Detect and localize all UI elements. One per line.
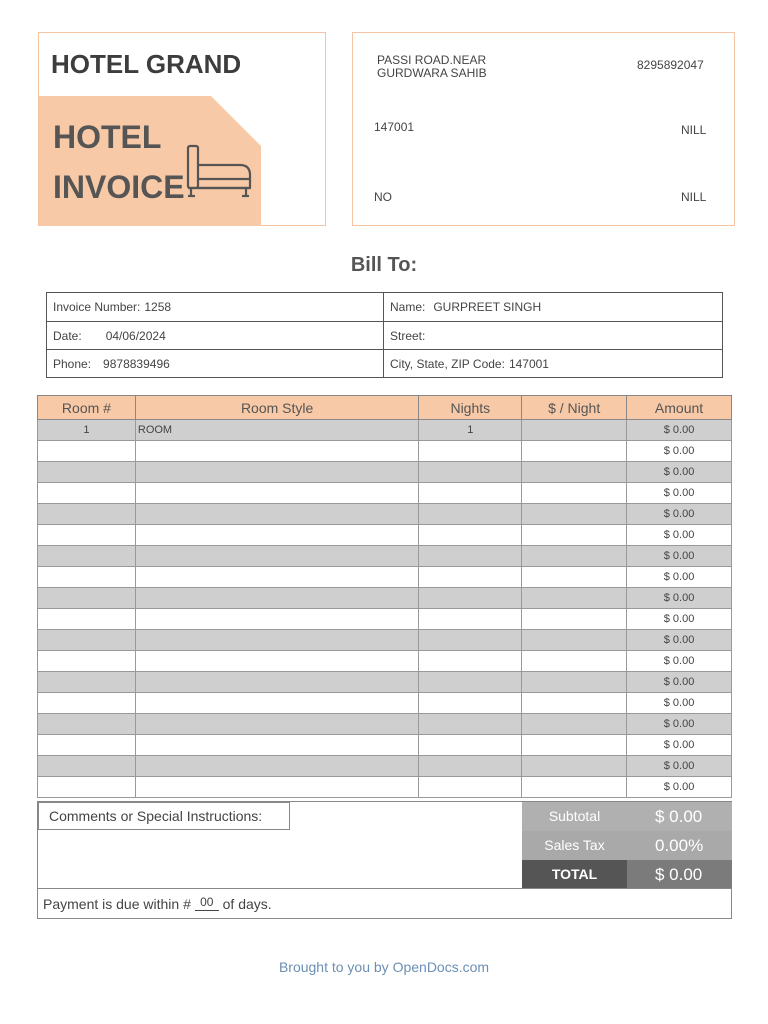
items-body (38, 420, 732, 798)
room-style-cell[interactable] (135, 714, 419, 735)
nights-cell[interactable] (419, 441, 522, 462)
room-style-cell[interactable] (135, 546, 419, 567)
customer-name-label: Name: (390, 300, 426, 314)
table-row (38, 672, 732, 693)
table-row (38, 609, 732, 630)
amount-cell[interactable]: $ 0.00 (627, 693, 732, 714)
amount-cell[interactable]: $ 0.00 (627, 777, 732, 798)
rate-cell[interactable] (522, 756, 627, 777)
comments-label: Comments or Special Instructions: (38, 802, 290, 830)
rate-cell[interactable] (522, 504, 627, 525)
room-number-cell[interactable] (38, 735, 136, 756)
hotel-field-1: NILL (681, 123, 707, 137)
footer-credit-link[interactable]: Brought to you by OpenDocs.com (278, 959, 490, 975)
rate-cell[interactable] (522, 609, 627, 630)
nights-cell[interactable] (419, 777, 522, 798)
room-number-cell[interactable] (38, 525, 136, 546)
city-state-zip-value: 147001 (508, 357, 549, 371)
room-number-cell[interactable] (38, 651, 136, 672)
payment-days-field[interactable]: 00 (195, 894, 219, 911)
room-style-cell[interactable] (135, 672, 419, 693)
room-number-cell[interactable] (38, 693, 136, 714)
nights-cell[interactable] (419, 525, 522, 546)
room-number-cell[interactable] (38, 441, 136, 462)
table-row (38, 777, 732, 798)
hotel-field-2: NO (374, 190, 392, 204)
room-number-cell[interactable] (38, 714, 136, 735)
amount-cell[interactable]: $ 0.00 (627, 735, 732, 756)
subtotal-label: Subtotal (522, 802, 627, 831)
payment-suffix: of days. (222, 896, 272, 912)
hotel-field-3: NILL (681, 190, 707, 204)
table-row (38, 462, 732, 483)
rate-cell[interactable] (522, 420, 627, 441)
table-row (38, 546, 732, 567)
total-label: TOTAL (522, 860, 627, 889)
room-style-cell[interactable] (135, 483, 419, 504)
invoice-number-label: Invoice Number: (53, 300, 141, 314)
phone-label: Phone: (53, 357, 92, 371)
phone-value: 9878839496 (103, 357, 170, 371)
rate-cell[interactable] (522, 483, 627, 504)
table-row (38, 756, 732, 777)
room-number-cell[interactable] (38, 756, 136, 777)
amount-cell[interactable]: $ 0.00 (627, 567, 732, 588)
table-row (38, 588, 732, 609)
rate-cell[interactable] (522, 525, 627, 546)
room-number-cell[interactable] (38, 567, 136, 588)
bill-to-grid (46, 292, 723, 378)
nights-cell[interactable] (419, 630, 522, 651)
rate-cell[interactable] (522, 735, 627, 756)
room-number-cell[interactable] (38, 504, 136, 525)
amount-cell[interactable]: $ 0.00 (627, 630, 732, 651)
rate-cell[interactable] (522, 651, 627, 672)
hotel-address-card (352, 32, 735, 226)
amount-cell[interactable]: $ 0.00 (627, 651, 732, 672)
rate-cell[interactable] (522, 693, 627, 714)
sales-tax-value[interactable]: 0.00% (627, 831, 732, 860)
room-number-cell[interactable] (38, 609, 136, 630)
date-field[interactable] (47, 322, 384, 350)
nights-cell[interactable] (419, 714, 522, 735)
nights-cell[interactable] (419, 483, 522, 504)
customer-name-value: GURPREET SINGH (433, 300, 542, 314)
amount-cell[interactable]: $ 0.00 (627, 714, 732, 735)
amount-cell[interactable]: $ 0.00 (627, 441, 732, 462)
amount-cell[interactable]: $ 0.00 (627, 504, 732, 525)
table-row (38, 504, 732, 525)
total-row (522, 860, 732, 889)
nights-cell[interactable] (419, 672, 522, 693)
rate-cell[interactable] (522, 777, 627, 798)
nights-cell[interactable] (419, 567, 522, 588)
amount-cell[interactable]: $ 0.00 (627, 462, 732, 483)
items-table (37, 395, 732, 798)
sales-tax-row (522, 831, 732, 860)
nights-cell[interactable] (419, 504, 522, 525)
rate-cell[interactable] (522, 462, 627, 483)
rate-cell[interactable] (522, 714, 627, 735)
nights-cell[interactable] (419, 609, 522, 630)
amount-cell[interactable]: $ 0.00 (627, 420, 732, 441)
table-row (38, 630, 732, 651)
invoice-title-line1: HOTEL (53, 119, 162, 155)
nights-cell[interactable] (419, 462, 522, 483)
nights-cell[interactable] (419, 756, 522, 777)
header-room-number: Room # (38, 396, 136, 420)
room-style-cell[interactable] (135, 756, 419, 777)
date-value: 04/06/2024 (105, 329, 166, 343)
hotel-phone: 8295892047 (637, 58, 704, 72)
table-row (38, 525, 732, 546)
city-state-zip-label: City, State, ZIP Code: (390, 357, 505, 371)
hotel-zip: 147001 (374, 120, 415, 134)
amount-cell[interactable]: $ 0.00 (627, 588, 732, 609)
room-style-cell[interactable] (135, 462, 419, 483)
sofa-icon (184, 143, 254, 203)
room-style-cell[interactable] (135, 630, 419, 651)
table-row (38, 651, 732, 672)
amount-cell[interactable]: $ 0.00 (627, 546, 732, 567)
room-number-cell[interactable] (38, 588, 136, 609)
room-style-cell[interactable] (135, 693, 419, 714)
invoice-number-field[interactable] (47, 293, 384, 321)
street-field[interactable] (384, 322, 722, 350)
nights-cell[interactable] (419, 735, 522, 756)
header-nights: Nights (419, 396, 522, 420)
invoice-number-value: 1258 (144, 300, 172, 314)
phone-field[interactable] (47, 350, 384, 378)
city-state-zip-field[interactable] (384, 350, 722, 378)
table-row (38, 567, 732, 588)
subtotal-value[interactable]: $ 0.00 (627, 802, 732, 831)
room-style-cell[interactable] (135, 609, 419, 630)
payment-terms (37, 888, 732, 919)
nights-cell[interactable] (419, 651, 522, 672)
rate-cell[interactable] (522, 546, 627, 567)
amount-cell[interactable]: $ 0.00 (627, 756, 732, 777)
room-style-cell[interactable] (135, 441, 419, 462)
logo-card (38, 32, 326, 226)
rate-cell[interactable] (522, 588, 627, 609)
payment-prefix: Payment is due within # (43, 896, 191, 912)
table-row (38, 483, 732, 504)
room-style-cell[interactable] (135, 567, 419, 588)
rate-cell[interactable] (522, 441, 627, 462)
amount-cell[interactable]: $ 0.00 (627, 672, 732, 693)
room-style-cell[interactable] (135, 651, 419, 672)
nights-cell[interactable] (419, 588, 522, 609)
customer-name-field[interactable] (384, 293, 722, 321)
table-row (38, 735, 732, 756)
invoice-title-line2: INVOICE (53, 169, 185, 205)
room-number-cell[interactable]: 1 (38, 420, 136, 441)
table-row (38, 441, 732, 462)
sales-tax-label: Sales Tax (522, 831, 627, 860)
room-number-cell[interactable] (38, 483, 136, 504)
nights-cell[interactable]: 1 (419, 420, 522, 441)
room-number-cell[interactable] (38, 672, 136, 693)
header-amount: Amount (627, 396, 732, 420)
street-label: Street: (390, 329, 426, 343)
table-row (38, 420, 732, 441)
items-header-row (38, 396, 732, 420)
hotel-street: PASSI ROAD.NEAR GURDWARA SAHIB (377, 54, 487, 78)
hotel-name: HOTEL GRAND (51, 49, 242, 79)
room-style-cell[interactable] (135, 525, 419, 546)
nights-cell[interactable] (419, 693, 522, 714)
bill-to-heading: Bill To: (350, 254, 418, 276)
rate-cell[interactable] (522, 672, 627, 693)
room-number-cell[interactable] (38, 777, 136, 798)
room-number-cell[interactable] (38, 462, 136, 483)
total-value[interactable]: $ 0.00 (627, 860, 732, 889)
room-style-cell[interactable]: ROOM (135, 420, 419, 441)
room-style-cell[interactable] (135, 777, 419, 798)
rate-cell[interactable] (522, 567, 627, 588)
room-style-cell[interactable] (135, 735, 419, 756)
header-rate: $ / Night (522, 396, 627, 420)
room-style-cell[interactable] (135, 504, 419, 525)
table-row (38, 714, 732, 735)
amount-cell[interactable]: $ 0.00 (627, 483, 732, 504)
amount-cell[interactable]: $ 0.00 (627, 609, 732, 630)
date-label: Date: (53, 329, 82, 343)
amount-cell[interactable]: $ 0.00 (627, 525, 732, 546)
room-number-cell[interactable] (38, 546, 136, 567)
table-row (38, 693, 732, 714)
nights-cell[interactable] (419, 546, 522, 567)
header-room-style: Room Style (135, 396, 419, 420)
subtotal-row (522, 802, 732, 831)
rate-cell[interactable] (522, 630, 627, 651)
room-number-cell[interactable] (38, 630, 136, 651)
room-style-cell[interactable] (135, 588, 419, 609)
